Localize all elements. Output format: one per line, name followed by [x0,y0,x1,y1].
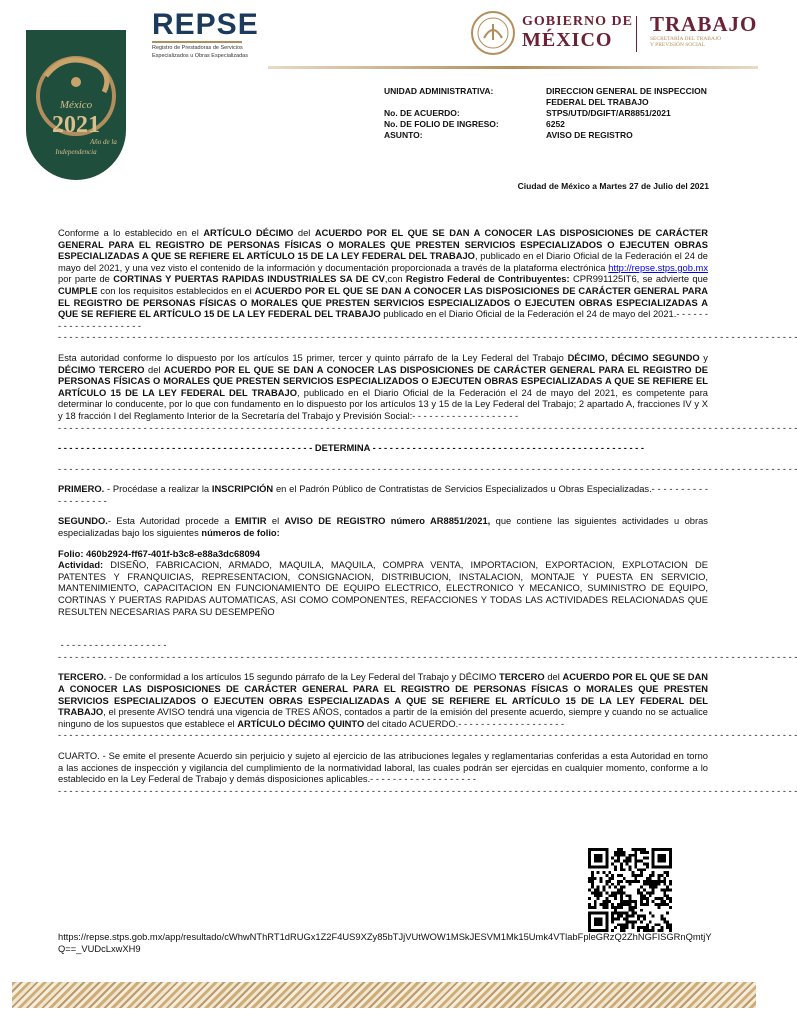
meta-key: ASUNTO: [384,130,423,140]
meta-key: No. DE FOLIO DE INGRESO: [384,119,499,129]
folio-number: Folio: 460b2924-ff67-401f-b3c8-e88a3dc68094 [58,548,261,559]
dash-separator: - - - - - - - - - - - - - - - - - - - - - - - - - - - - - - - - - - - - - - - - - - - - - - - - - - - - - - - - - - - - - - - - - - - - - - - - - - - - - - - - - - - - - - - - - - - - - - - - - - - - - - - - - - - - - - - - - - - - - - - - - - - - - - - - - - [58,651,797,662]
verification-url[interactable]: https://repse.stps.gob.mx/app/resultado/cWhwNThRT1dRUGx1Z2F4US9XZy85bTJjVUtWOW1MSkJESVM1Mk15Umk4VTlabFpleGRzQ2ZhNGFISGRnQmtjYQ==_VUDcLxwXH9 [58,932,712,954]
document-date: Ciudad de México a Martes 27 de Julio del 2021 [517,181,709,191]
badge-line4: Independencia [55,148,97,156]
repse-logo [152,10,262,59]
badge-line3: Año de la [90,138,117,146]
paragraph-conforme: Conforme a lo establecido en el ARTÍCULO DÉCIMO del ACUERDO POR EL QUE SE DAN A CONOCER LAS DISPOSICIONES DE CARÁCTER GENERAL PARA EL REGISTRO DE PERSONAS FÍSICAS O MORALES QUE PRESTEN SERVICIOS ESPECIALIZADOS O EJECUTEN OBRAS ESPECIALIZADAS A QUE SE REFIERE EL ARTÍCULO 15 DE LA LEY FEDERAL DEL TRABAJO, publicado en el Diario Oficial de la Federación el 24 de mayo del 2021, y una vez visto el contenido de la información y documentación proporcionada a través de la plataforma electrónica http://repse.stps.gob.mx por parte de CORTINAS Y PUERTAS RAPIDAS INDUSTRIALES SA DE CV,con Registro Federal de Contribuyentes: CPR991125IT6, se advierte que CUMPLE con los requisitos establecidos en el ACUERDO POR EL QUE SE DAN A CONOCER LAS DISPOSICIONES DE CARÁCTER GENERAL PARA EL REGISTRO DE PERSONAS FÍSICAS O MORALES QUE PRESTEN SERVICIOS ESPECIALIZADOS O EJECUTEN OBRAS ESPECIALIZADAS A QUE SE REFIERE EL ARTÍCULO 15 DE LA LEY FEDERAL DEL TRABAJO publicado en el Diario Oficial de la Federación el 24 de mayo del 2021.- - - - - - - - - - - - - - - - - - - - - [58,228,709,331]
footer-decorative-band [12,982,756,1008]
determina-heading: - - - - - - - - - - - - - - - - - - - - - - - - - - - - - - - - - - - - - - - - - - - - - DETERMINA - - - - - - - - - - - - - - - - - - - - - - - - - - - - - - - - - - - - - - - - - - - - - - - - [58,443,644,454]
badge-line2: 2021 [52,112,100,138]
dash-separator: - - - - - - - - - - - - - - - - - - - - - - - - - - - - - - - - - - - - - - - - - - - - - - - - - - - - - - - - - - - - - - - - - - - - - - - - - - - - - - - - - - - - - - - - - - - - - - - - - - - - - - - - - - - - - - - - - - - - - - - - - - - - - - - - - - [58,422,797,433]
trabajo-sub-1: SECRETARÍA DEL TRABAJO [650,36,722,42]
meta-value: AVISO DE REGISTRO [546,130,633,140]
gobierno-text [522,14,633,51]
paragraph-segundo: SEGUNDO.- Esta Autoridad procede a EMITIR el AVISO DE REGISTRO número AR8851/2021, que contiene las siguientes actividades u obras especializadas bajo los siguientes números de folio: [58,516,708,539]
eagle-seal-icon [470,10,516,56]
document-body [58,228,797,797]
logo-divider [636,16,637,52]
repse-divider [152,41,242,43]
meta-row [384,119,726,130]
document-meta [384,86,726,141]
paragraph-primero: PRIMERO. - Procédase a realizar la INSCRIPCIÓN en el Padrón Público de Contratistas de Servicios Especializados u Obras Especializadas.- - - - - - - - - - - - - - - - - - - [58,484,708,506]
trabajo-logo [650,12,757,48]
meta-key: No. DE ACUERDO: [384,108,460,118]
gobierno-line-2: MÉXICO [522,29,613,51]
dash-separator: - - - - - - - - - - - - - - - - - - - - - - - - - - - - - - - - - - - - - - - - - - - - - - - - - - - - - - - - - - - - - - - - - - - - - - - - - - - - - - - - - - - - - - - - - - - - - - - - - - - - - - - - - - - - - - - - - - - - - - - - - - - - - - - - - - [58,730,797,741]
trabajo-sub-2: Y PREVISIÓN SOCIAL [650,42,706,48]
header-rule [268,66,758,69]
meta-value: 6252 [546,119,565,129]
repse-link[interactable]: http://repse.stps.gob.mx [608,262,708,273]
paragraph-cuarto: CUARTO. - Se emite el presente Acuerdo sin perjuicio y sujeto al ejercicio de las atribuciones legales y reglamentarias conferidas a esta Autoridad en torno a las acciones de inspección y vigilancia del cumplimiento de la normatividad laboral, las cuales podrán ser ejercidas en cualquier momento, conforme a lo establecido en la Ley Federal de Trabajo y demás disposiciones aplicables.- - - - - - - - - - - - - - - - - - - [58,750,708,785]
badge-line1: México [59,99,93,111]
mexico-2021-badge-icon [12,30,140,182]
meta-key: UNIDAD ADMINISTRATIVA: [384,86,494,96]
meta-row [384,108,726,119]
repse-subtitle-2: Especializados u Obras Especializadas [152,53,248,59]
meta-row [384,86,726,108]
meta-value: STPS/UTD/DGIFT/AR8851/2021 [546,108,671,118]
short-dash-separator: - - - - - - - - - - - - - - - - - - - [60,640,167,651]
meta-row [384,130,726,141]
dash-separator: - - - - - - - - - - - - - - - - - - - - - - - - - - - - - - - - - - - - - - - - - - - - - - - - - - - - - - - - - - - - - - - - - - - - - - - - - - - - - - - - - - - - - - - - - - - - - - - - - - - - - - - - - - - - - - - - - - - - - - - - - - - - - - - - - - [58,463,797,474]
paragraph-autoridad: Esta autoridad conforme lo dispuesto por los artículos 15 primer, tercer y quinto párrafo de la Ley Federal del Trabajo DÉCIMO, DÉCIMO SEGUNDO y DÉCIMO TERCERO del ACUERDO POR EL QUE SE DAN A CONOCER LAS DISPOSICIONES DE CARÁCTER GENERAL PARA EL REGISTRO DE PERSONAS FÍSICAS O MORALES QUE PRESTEN SERVICIOS ESPECIALIZADOS O EJECUTEN OBRAS ESPECIALIZADAS A QUE SE REFIERE EL ARTÍCULO 15 DE LA LEY FEDERAL DEL TRABAJO, publicado en el Diario Oficial de la Federación el 24 de mayo del 2021, es competente para determinar lo conducente, por lo que con fundamento en lo dispuesto por los artículos 13 y 15 de la Ley Federal del Trabajo; 2 apartado A, fracciones IV y X y 18 fracción I del Reglamento Interior de la Secretaría del Trabajo y Previsión Social:- - - - - - - - - - - - - - - - - - - [58,352,708,421]
dash-separator: - - - - - - - - - - - - - - - - - - - - - - - - - - - - - - - - - - - - - - - - - - - - - - - - - - - - - - - - - - - - - - - - - - - - - - - - - - - - - - - - - - - - - - - - - - - - - - - - - - - - - - - - - - - - - - - - - - - - - - - - - - - - - - - - - - [58,332,797,343]
actividad-paragraph: Actividad: DISEÑO, FABRICACION, ARMADO, MAQUILA, MAQUILA, COMPRA VENTA, IMPORTACION, EXPORTACION, EXPLOTACION DE PATENTES Y FRANQUICIAS, REPRESENTACION, CONSIGNACION, DISTRIBUCION, INSTALACION, MONTAJE Y PUESTA EN SERVICIO, MANTENIMIENTO, CAPACITACION EN FUNCIONAMIENTO DE EQUIPO ELECTRICO, ELECTRONICO Y MECANICO, SUMINISTRO DE EQUIPO, CORTINAS Y PUERTAS RAPIDAS AUTOMATICAS, ASI COMO COMPONENTES, REFACCIONES Y TODAS LAS ACTIVIDADES RELACIONADAS QUE RESULTEN NECESARIAS PARA SU DESEMPEÑO [58,560,708,617]
meta-value: DIRECCION GENERAL DE INSPECCION FEDERAL DEL TRABAJO [546,86,707,107]
qr-code-icon [588,848,672,932]
trabajo-title: TRABAJO [650,12,758,36]
dash-separator: - - - - - - - - - - - - - - - - - - - - - - - - - - - - - - - - - - - - - - - - - - - - - - - - - - - - - - - - - - - - - - - - - - - - - - - - - - - - - - - - - - - - - - - - - - - - - - - - - - - - - - - - - - - - - - - - - - - - - - - - - - - - - - - - - - [58,785,797,796]
paragraph-tercero: TERCERO. - De conformidad a los artículos 15 segundo párrafo de la Ley Federal del Trabajo y DÉCIMO TERCERO del ACUERDO POR EL QUE SE DAN A CONOCER LAS DISPOSICIONES DE CARÁCTER GENERAL PARA EL REGISTRO DE PERSONAS FÍSICAS O MORALES QUE PRESTEN SERVICIOS ESPECIALIZADOS O EJECUTEN OBRAS ESPECIALIZADAS A QUE SE REFIERE EL ARTÍCULO 15 DE LA LEY FEDERAL DEL TRABAJO, el presente AVISO tendrá una vigencia de TRES AÑOS, contados a partir de la emisión del presente acuerdo, siempre y cuando no se actualice ninguno de los supuestos que establece el ARTÍCULO DÉCIMO QUINTO del citado ACUERDO.- - - - - - - - - - - - - - - - - - - [58,672,708,729]
repse-subtitle-1: Registro de Prestadoras de Servicios [152,45,243,51]
gobierno-line-1: GOBIERNO DE [522,14,633,29]
repse-title: REPSE [152,8,259,41]
government-logo [470,10,760,60]
